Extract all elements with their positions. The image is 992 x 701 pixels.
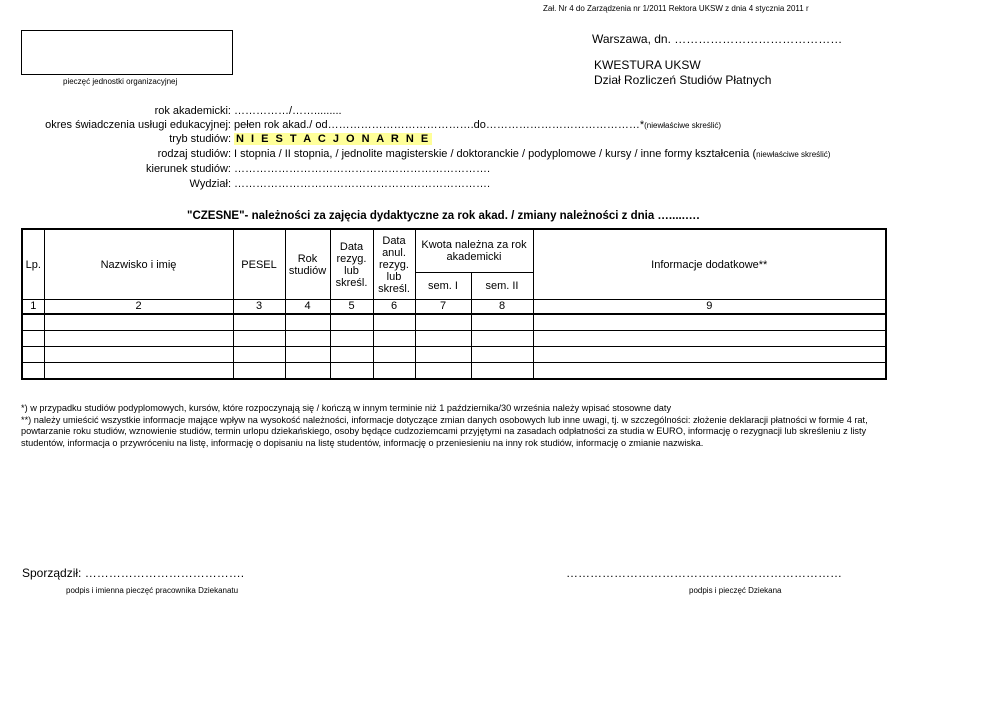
- field-of-study-value[interactable]: …………………………………………………………….: [234, 163, 491, 175]
- table-cell[interactable]: [471, 331, 533, 347]
- table-cell[interactable]: [330, 363, 373, 380]
- footnote-1: *) w przypadku studiów podyplomowych, kursów, które rozpoczynają się / kończą w innym terminie niż 1 października/30 września należy wpisać stosowne daty: [21, 403, 672, 413]
- table-cell[interactable]: [471, 363, 533, 380]
- header-name: Nazwisko i imię: [44, 229, 233, 300]
- table-cell[interactable]: [22, 347, 44, 363]
- header-pesel: PESEL: [233, 229, 285, 300]
- prepared-by-caption: podpis i imienna pieczęć pracownika Dziekanatu: [66, 586, 239, 595]
- attachment-note: Zał. Nr 4 do Zarządzenia nr 1/2011 Rektora UKSW z dnia 4 stycznia 2011 r: [543, 4, 809, 13]
- header-amount: Kwota należna za rok akademicki: [415, 229, 533, 273]
- header-resign-date: Data rezyg. lub skreśl.: [330, 229, 373, 300]
- table-cell[interactable]: [373, 314, 415, 331]
- prepared-by[interactable]: Sporządził: ………………………………….: [22, 566, 245, 580]
- type-value[interactable]: [234, 148, 830, 160]
- faculty-label: Wydział:: [189, 178, 231, 190]
- header-info: Informacje dodatkowe**: [533, 229, 886, 300]
- table-cell[interactable]: [44, 363, 233, 380]
- table-cell[interactable]: [22, 314, 44, 331]
- place-date[interactable]: Warszawa, dn. ……………………………………: [592, 32, 843, 46]
- col-number: 8: [471, 300, 533, 315]
- type-note: niewłaściwe skreślić): [756, 150, 831, 159]
- table-row: [22, 363, 886, 380]
- table-cell[interactable]: [533, 363, 886, 380]
- table-row: [22, 331, 886, 347]
- period-value[interactable]: [234, 119, 721, 131]
- table-cell[interactable]: [233, 363, 285, 380]
- table-cell[interactable]: [533, 331, 886, 347]
- table-cell[interactable]: [233, 347, 285, 363]
- table-cell[interactable]: [330, 331, 373, 347]
- table-cell[interactable]: [285, 331, 330, 347]
- mode-label: tryb studiów:: [169, 133, 231, 145]
- col-number: 4: [285, 300, 330, 315]
- col-number: 7: [415, 300, 471, 315]
- year-label: rok akademicki:: [154, 105, 231, 117]
- col-number: 9: [533, 300, 886, 315]
- col-number: 5: [330, 300, 373, 315]
- table-cell[interactable]: [330, 314, 373, 331]
- col-number: 2: [44, 300, 233, 315]
- header-lp: Lp.: [22, 229, 44, 300]
- table-cell[interactable]: [373, 331, 415, 347]
- fees-table: [21, 228, 887, 380]
- table-cell[interactable]: [22, 363, 44, 380]
- dean-signature-line[interactable]: ……………………………………………………………: [566, 566, 842, 580]
- table-row: [22, 347, 886, 363]
- table-cell[interactable]: [44, 331, 233, 347]
- recipient-line1: KWESTURA UKSW: [594, 58, 701, 72]
- faculty-value[interactable]: …………………………………………………………….: [234, 178, 491, 190]
- footnote-2: **) należy umieścić wszystkie informacje mające wpływ na wysokość należności, informacje dotyczące zmian danych osobowych lub inne uwagi, tj. w szczególności: złożenie deklaracji płatności w formie 4 rat, powtarzanie roku studiów, wznowienie studiów, termin urlopu dziekańskiego, osoby będące cudzoziemcami przyjętymi na zasadach odpłatności za studia w EURO, informację o rezygnacji lub skreśleniu z listy studentów, informacja o przywróceniu na listę, informację o dopisaniu na listę studentów, informację o przeniesieniu na inny rok studiów, informację o zmianie nazwiska.: [21, 414, 868, 448]
- table-cell[interactable]: [285, 347, 330, 363]
- recipient-line2: Dział Rozliczeń Studiów Płatnych: [594, 73, 772, 87]
- table-cell[interactable]: [471, 314, 533, 331]
- type-label: rodzaj studiów:: [157, 148, 231, 160]
- period-text: pełen rok akad./ od………………………………….do……………………………………*: [234, 119, 645, 131]
- col-number: 1: [22, 300, 44, 315]
- header-sem2: sem. II: [471, 273, 533, 300]
- organization-stamp-box: [21, 30, 233, 75]
- table-cell[interactable]: [233, 314, 285, 331]
- col-number: 3: [233, 300, 285, 315]
- table-cell[interactable]: [44, 314, 233, 331]
- table-cell[interactable]: [471, 347, 533, 363]
- table-cell[interactable]: [415, 314, 471, 331]
- table-title: "CZESNE"- należności za zajęcia dydaktyczne za rok akad. / zmiany należności z dnia ….....….: [187, 210, 700, 222]
- table-cell[interactable]: [533, 347, 886, 363]
- header-annul-date: Data anul. rezyg. lub skreśl.: [373, 229, 415, 300]
- table-cell[interactable]: [415, 331, 471, 347]
- year-value[interactable]: ……………/…….........: [234, 105, 342, 117]
- table-cell[interactable]: [533, 314, 886, 331]
- mode-field: [234, 133, 432, 145]
- table-cell[interactable]: [373, 347, 415, 363]
- table-cell[interactable]: [285, 314, 330, 331]
- stamp-caption: pieczęć jednostki organizacyjnej: [63, 77, 178, 86]
- footnotes: [21, 403, 891, 449]
- table-row: [22, 314, 886, 331]
- col-number: 6: [373, 300, 415, 315]
- dean-signature-caption: podpis i pieczęć Dziekana: [689, 586, 782, 595]
- period-note: (niewłaściwe skreślić): [644, 121, 722, 130]
- table-cell[interactable]: [330, 347, 373, 363]
- table-cell[interactable]: [415, 363, 471, 380]
- mode-value: N I E S T A C J O N A R N E: [236, 133, 431, 145]
- table-cell[interactable]: [233, 331, 285, 347]
- table-cell[interactable]: [285, 363, 330, 380]
- header-year: Rok studiów: [285, 229, 330, 300]
- table-cell[interactable]: [373, 363, 415, 380]
- table-cell[interactable]: [22, 331, 44, 347]
- type-text: I stopnia / II stopnia, / jednolite magisterskie / doktoranckie / podyplomowe / kursy / inne formy kształcenia (: [234, 148, 757, 160]
- field-of-study-label: kierunek studiów:: [146, 163, 231, 175]
- table-cell[interactable]: [44, 347, 233, 363]
- table-cell[interactable]: [415, 347, 471, 363]
- period-label: okres świadczenia usługi edukacyjnej:: [45, 119, 231, 131]
- header-sem1: sem. I: [415, 273, 471, 300]
